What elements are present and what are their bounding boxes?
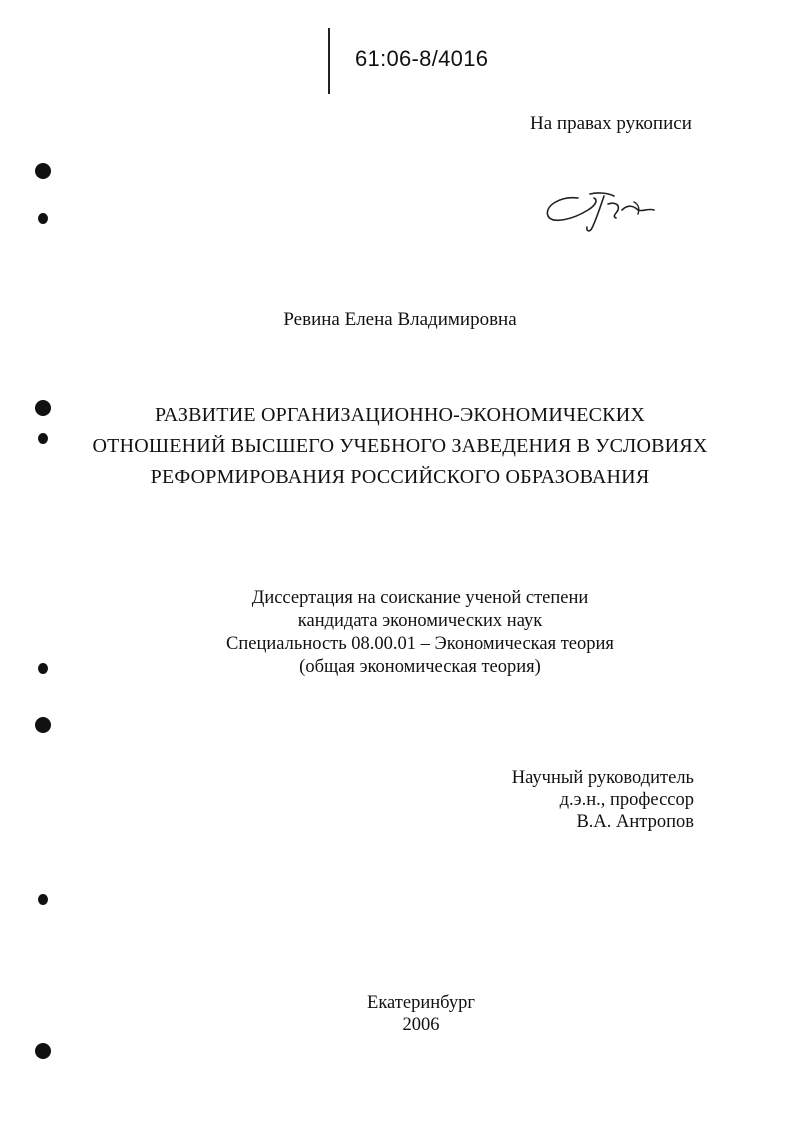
supervisor-name: В.А. Антропов bbox=[576, 812, 694, 832]
city: Екатеринбург bbox=[367, 993, 475, 1013]
punch-hole bbox=[35, 163, 51, 179]
punch-hole bbox=[35, 717, 51, 733]
dissertation-line: Диссертация на соискание ученой степени bbox=[251, 588, 589, 608]
punch-hole bbox=[38, 433, 48, 444]
dissertation-info bbox=[100, 587, 740, 679]
archive-stamp-bar bbox=[328, 28, 330, 94]
punch-hole bbox=[38, 894, 48, 905]
rights-notice: На правах рукописи bbox=[530, 113, 692, 134]
supervisor-degree: д.э.н., профессор bbox=[559, 790, 694, 810]
punch-hole bbox=[35, 1043, 51, 1059]
author-signature bbox=[538, 180, 668, 240]
punch-hole bbox=[35, 400, 51, 416]
title-line: РЕФОРМИРОВАНИЯ РОССИЙСКОГО ОБРАЗОВАНИЯ bbox=[150, 466, 650, 488]
year: 2006 bbox=[402, 1015, 440, 1035]
dissertation-line: Специальность 08.00.01 – Экономическая теория bbox=[226, 634, 614, 654]
punch-hole bbox=[38, 663, 48, 674]
author-name: Ревина Елена Владимировна bbox=[283, 309, 517, 330]
dissertation-line: (общая экономическая теория) bbox=[299, 657, 541, 677]
punch-hole bbox=[38, 213, 48, 224]
title-line: РАЗВИТИЕ ОРГАНИЗАЦИОННО-ЭКОНОМИЧЕСКИХ bbox=[154, 404, 646, 426]
place-and-year bbox=[0, 992, 800, 1036]
supervisor-block bbox=[480, 767, 694, 833]
dissertation-title bbox=[60, 400, 740, 493]
archive-code: 61:06-8/4016 bbox=[355, 46, 489, 71]
supervisor-role: Научный руководитель bbox=[511, 768, 694, 788]
dissertation-line: кандидата экономических наук bbox=[297, 611, 543, 631]
title-line: ОТНОШЕНИЙ ВЫСШЕГО УЧЕБНОГО ЗАВЕДЕНИЯ В УСЛОВИЯХ bbox=[92, 435, 708, 457]
